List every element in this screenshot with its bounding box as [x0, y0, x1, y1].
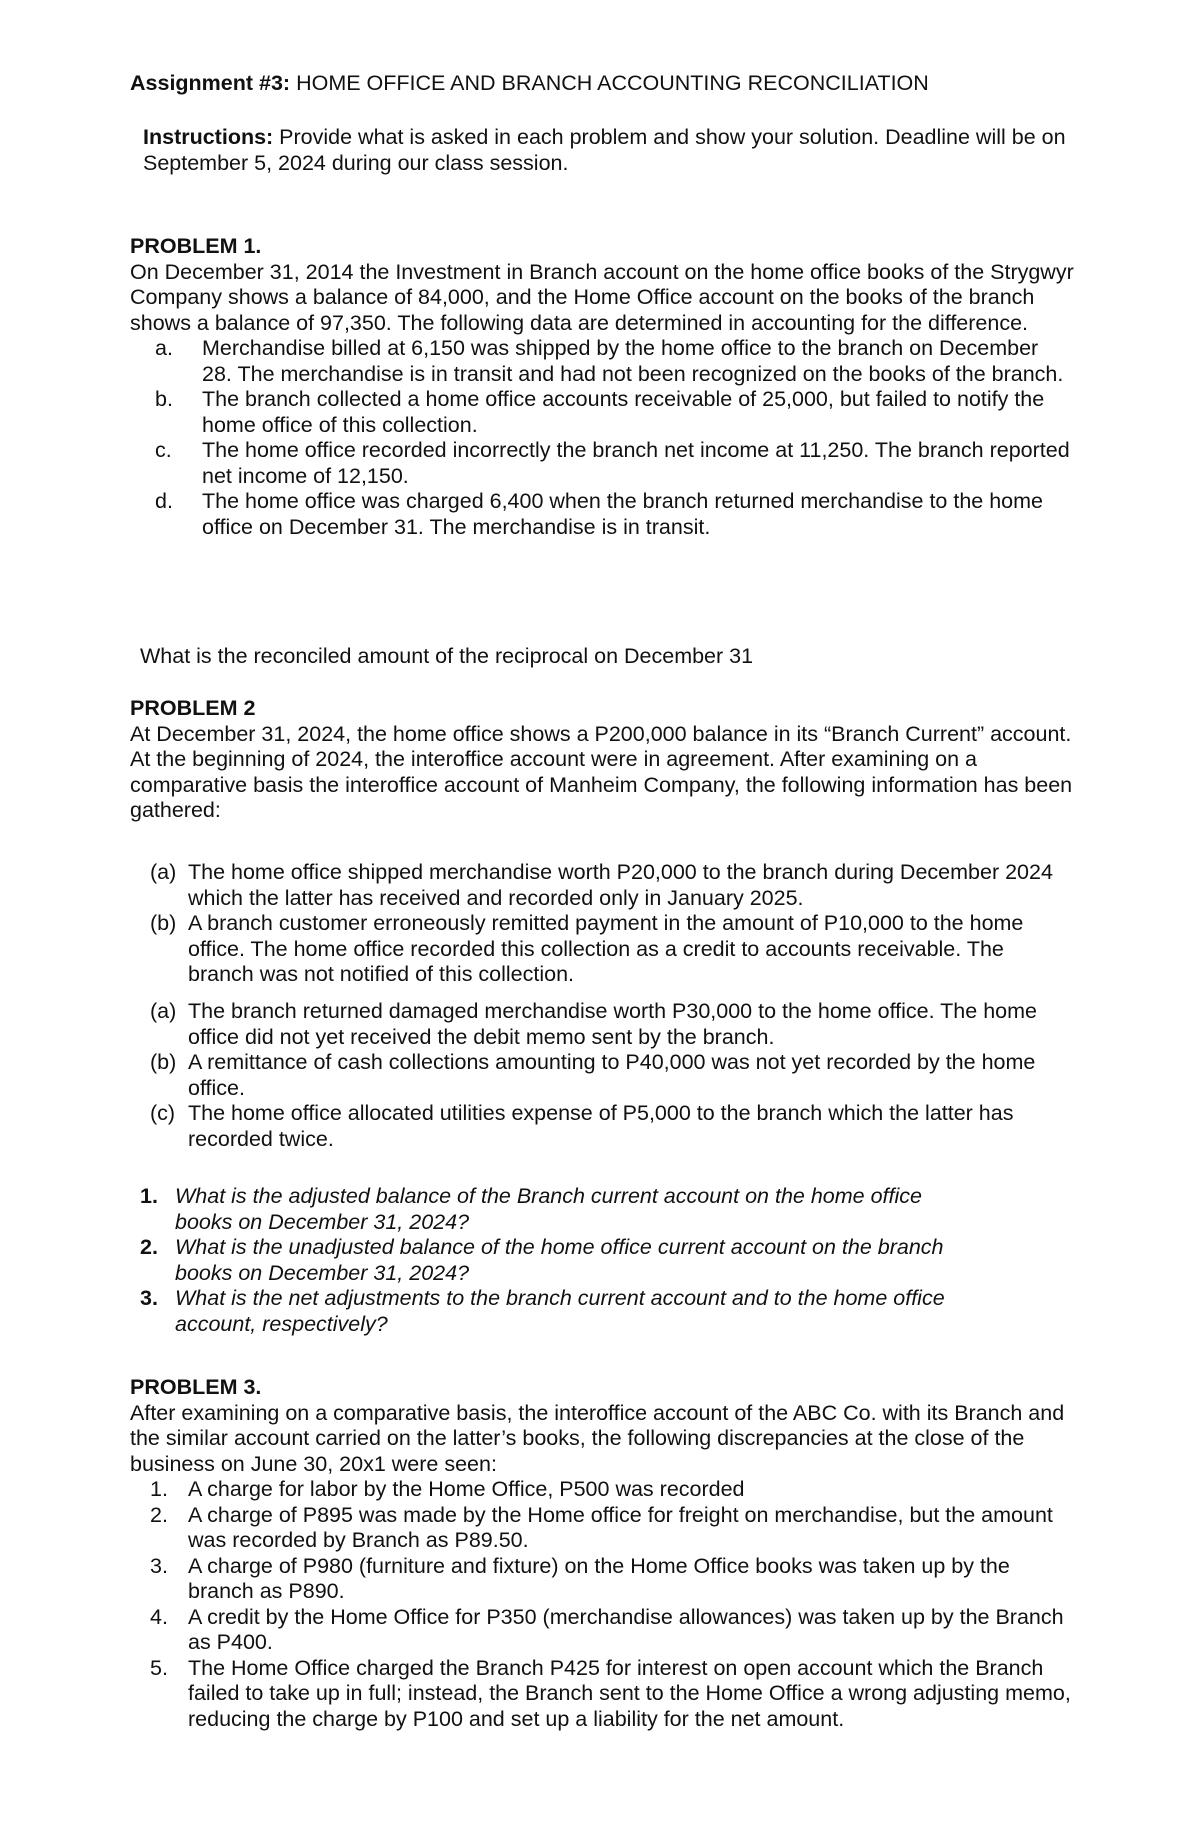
- problem-1-heading: PROBLEM 1.: [130, 234, 262, 258]
- instructions-text: Provide what is asked in each problem and show your solution. Deadline will be on September 5, 2024 during our class session.: [143, 125, 1066, 175]
- item-label: (a): [150, 860, 177, 884]
- item-text: Merchandise billed at 6,150 was shipped by the home office to the branch on December 28. The merchandise is in transit and had not been recognized on the books of the branch.: [202, 336, 1064, 386]
- list-item: [150, 1656, 1085, 1733]
- question-number: 2.: [140, 1235, 158, 1259]
- list-item: [150, 1605, 1085, 1656]
- item-label: a.: [155, 336, 173, 360]
- item-text: The branch collected a home office accounts receivable of 25,000, but failed to notify the home office of this collection.: [202, 387, 1045, 437]
- list-item: [150, 438, 1070, 489]
- question-text: What is the adjusted balance of the Branch current account on the home office books on December 31, 2024?: [175, 1184, 922, 1234]
- list-item: [150, 387, 1070, 438]
- list-item: [150, 336, 1070, 387]
- assignment-title: [0, 71, 1200, 97]
- list-item: [150, 1554, 1085, 1605]
- item-text: The home office allocated utilities expense of P5,000 to the branch which the latter has recorded twice.: [188, 1101, 1014, 1151]
- problem-3-intro: After examining on a comparative basis, the interoffice account of the ABC Co. with its Branch and the similar account carried on the latter’s books, the following discrepancies at the close of the business on June 30, 20x1 were seen:: [130, 1400, 1065, 1476]
- item-text-continued: branch as P890.: [188, 1579, 345, 1603]
- item-label: 2.: [150, 1502, 168, 1527]
- item-text: A charge of P895 was made by the Home office for freight on merchandise, but the amount was recorded by Branch as P89.50.: [188, 1502, 1053, 1552]
- question-text: What is the unadjusted balance of the home office current account on the branch books on December 31, 2024?: [175, 1235, 944, 1285]
- problem-2-list-b: [0, 999, 1200, 1152]
- item-text: A charge of P980 (furniture and fixture) on the Home Office books was taken up by the: [188, 1553, 1010, 1578]
- title-bold: Assignment #3:: [130, 71, 291, 95]
- item-text: A credit by the Home Office for P350 (merchandise allowances) was taken up by the Branch as P400.: [188, 1604, 1064, 1654]
- list-item: [150, 911, 1085, 988]
- item-label: 1.: [150, 1477, 168, 1501]
- instructions: [0, 125, 1200, 176]
- problem-2-heading: PROBLEM 2: [130, 696, 256, 720]
- question-item: [140, 1286, 980, 1337]
- question-text: What is the net adjustments to the branch current account and to the home office account, respectively?: [175, 1286, 945, 1336]
- list-item: [150, 489, 1070, 540]
- item-text: The home office shipped merchandise worth P20,000 to the branch during December 2024 which the latter has received and recorded only in January 2025.: [188, 860, 1053, 910]
- item-text: A remittance of cash collections amounting to P40,000 was not yet recorded by the home office.: [188, 1050, 1036, 1100]
- item-label: 3.: [150, 1553, 168, 1578]
- question-item: [140, 1235, 980, 1286]
- item-text: The home office recorded incorrectly the branch net income at 11,250. The branch reported net income of 12,150.: [202, 438, 1070, 488]
- question-text: What is the reconciled amount of the reciprocal on December 31: [140, 644, 754, 668]
- item-label: d.: [155, 489, 173, 513]
- instructions-label: Instructions:: [143, 125, 274, 149]
- item-label: c.: [155, 438, 172, 462]
- item-text: A branch customer erroneously remitted payment in the amount of P10,000 to the home office. The home office recorded this collection as a credit to accounts receivable. The branch was not notified of this collection.: [188, 911, 1024, 986]
- problem-1-intro: On December 31, 2014 the Investment in Branch account on the home office books of the Strygwyr Company shows a balance of 84,000, and the Home Office account on the books of the branch shows a balance of 97,350. The following data are determined in accounting for the difference.: [130, 259, 1074, 335]
- problem-2: [0, 696, 1200, 824]
- question-number: 1.: [140, 1184, 158, 1208]
- problem-1-list: [0, 336, 1070, 540]
- item-label: (b): [150, 911, 177, 935]
- question-number: 3.: [140, 1286, 158, 1310]
- item-label: 4.: [150, 1604, 168, 1629]
- item-label: (b): [150, 1050, 177, 1074]
- problem-2-intro: At December 31, 2024, the home office shows a P200,000 balance in its “Branch Current” account. At the beginning of 2024, the interoffice account were in agreement. After examining on a comparative basis the interoffice account of Manheim Company, the following information has been gathered:: [130, 721, 1073, 822]
- item-text: The Home Office charged the Branch P425 for interest on open account which the Branch failed to take up in full; instead, the Branch sent to the Home Office a wrong adjusting memo, reducing the charge by P100 and set up a liability for the net amount.: [188, 1655, 1071, 1731]
- item-label: 5.: [150, 1655, 168, 1680]
- list-item: [150, 1101, 1085, 1152]
- item-text: The branch returned damaged merchandise worth P30,000 to the home office. The home office did not yet received the debit memo sent by the branch.: [188, 999, 1037, 1049]
- question-item: [140, 1184, 980, 1235]
- problem-1-question: [0, 644, 1200, 670]
- problem-1: [0, 234, 1200, 540]
- item-text: The home office was charged 6,400 when the branch returned merchandise to the home office on December 31. The merchandise is in transit.: [202, 489, 1044, 539]
- problem-3-list: [0, 1477, 1085, 1732]
- list-item: [150, 1050, 1085, 1101]
- list-item: [150, 999, 1085, 1050]
- problem-3-heading: PROBLEM 3.: [130, 1375, 262, 1399]
- problem-2-list-a: [0, 860, 1200, 988]
- list-item: [150, 1503, 1085, 1554]
- title-text: HOME OFFICE AND BRANCH ACCOUNTING RECONCILIATION: [290, 71, 929, 95]
- problem-2-questions: [0, 1184, 1200, 1337]
- list-item: [150, 1477, 1085, 1503]
- item-label: (a): [150, 999, 177, 1023]
- list-item: [150, 860, 1085, 911]
- item-label: b.: [155, 387, 173, 411]
- item-text: A charge for labor by the Home Office, P500 was recorded: [188, 1477, 745, 1501]
- problem-3: [0, 1375, 1200, 1732]
- item-label: (c): [150, 1101, 176, 1125]
